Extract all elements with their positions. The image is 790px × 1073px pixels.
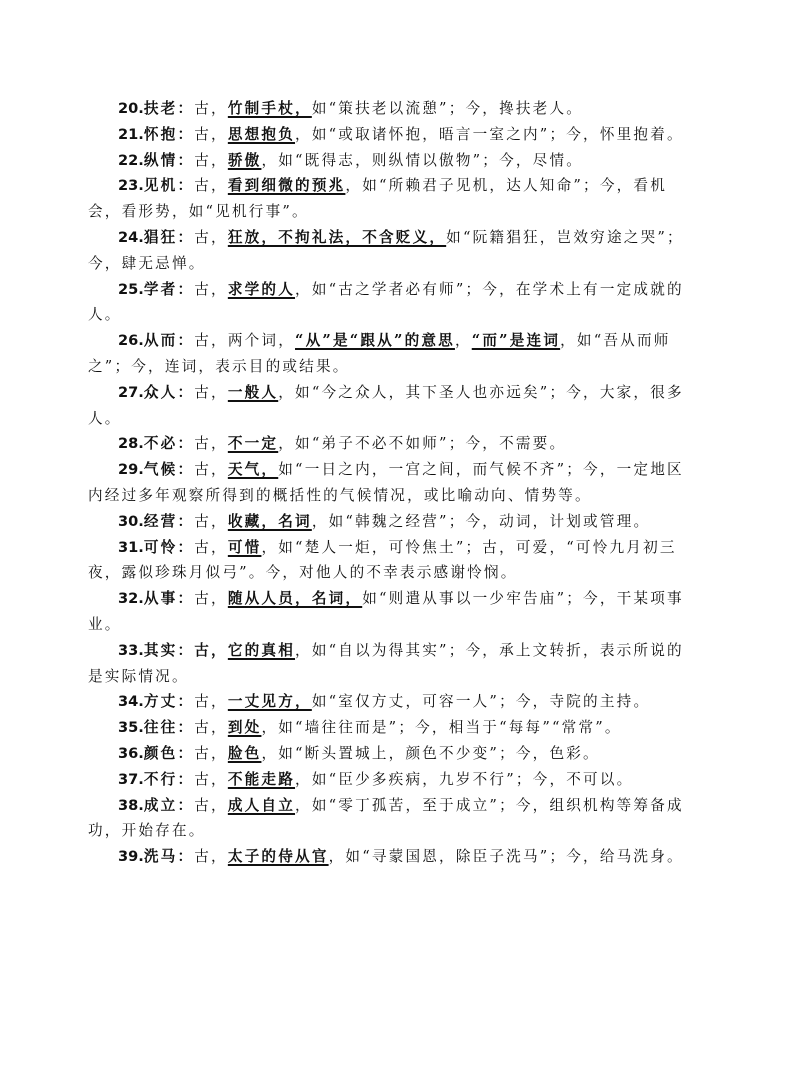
entry-term: 纵情：	[143, 151, 195, 169]
entry-text: 古，	[194, 228, 228, 246]
entry-term: 见机：	[143, 177, 195, 195]
entry-text: ，如“自以为得其实”；今，承上文转折，表示所说的是实际情况。	[88, 641, 684, 685]
entry-number: 38.	[118, 796, 144, 814]
entry-text: 如“一日之内，一宫之间，而气候不齐”；今，一定地区内经过多年观察所得到的概括性的气候情况，或比喻动向、情势等。	[88, 461, 684, 504]
entry-term: 学者：	[143, 280, 195, 298]
entry-text: 古，	[194, 796, 228, 814]
entry-item	[88, 122, 694, 148]
ancient-meaning-highlight: 看到细微的预兆	[227, 177, 346, 195]
entry-term: 从而：	[143, 332, 195, 350]
entry-text: 古，	[194, 848, 228, 866]
entry-number: 34.	[118, 693, 144, 711]
ancient-meaning-highlight: 骄傲	[227, 151, 262, 169]
ancient-meaning-highlight: 它的真相	[227, 641, 296, 659]
entry-text: ，如“吾从而师之”；今，连词，表示目的或结果。	[88, 332, 671, 375]
ancient-meaning-highlight: 求学的人	[227, 280, 296, 298]
entry-text: ，如“楚人一炬，可怜焦土”；古，可爱，“可怜九月初三夜，露似珍珠月似弓”。今，对他人的不幸表示感谢怜悯。	[88, 538, 677, 582]
entry-text: ，如“断头置城上，颜色不少变”；今，色彩。	[261, 744, 600, 762]
entry-text: 如“阮籍猖狂，岂效穷途之哭”；今，肆无忌惮。	[88, 228, 684, 272]
entry-number: 26.	[118, 332, 144, 350]
entry-text: ，如“今之众人，其下圣人也亦远矣”；今，大家，很多人。	[88, 383, 684, 427]
ancient-meaning-highlight: 一般人	[227, 383, 279, 401]
entry-text: 古，	[194, 125, 228, 143]
entry-item	[88, 509, 694, 535]
entry-item	[88, 741, 694, 767]
ancient-meaning-highlight: 脸色	[227, 744, 262, 762]
entry-item	[88, 457, 694, 509]
entry-item	[88, 793, 694, 845]
entry-number: 25.	[118, 280, 144, 298]
entry-item	[88, 715, 694, 741]
entry-text: ，如“或取诸怀抱，晤言一室之内”；今，怀里抱着。	[295, 125, 684, 143]
entry-term: 怀抱：	[143, 125, 195, 143]
entry-number: 21.	[118, 125, 144, 143]
entry-item	[88, 431, 694, 457]
entry-term: 猖狂：	[143, 228, 195, 246]
entry-text: 如“室仅方丈，可容一人”；今，寺院的主持。	[311, 693, 651, 711]
entry-number: 39.	[118, 848, 144, 866]
ancient-meaning-highlight: 狂放，不拘礼法，不含贬义，	[227, 228, 447, 246]
entry-text: 古，	[194, 461, 228, 479]
entry-number: 31.	[118, 538, 144, 556]
entry-text: 古，	[194, 383, 228, 401]
entry-text: ，如“古之学者必有师”；今，在学术上有一定成就的人。	[88, 280, 684, 324]
ancient-meaning-highlight: 成人自立	[227, 796, 296, 814]
entry-item	[88, 148, 694, 174]
entry-text: 古，	[194, 100, 228, 117]
ancient-meaning-highlight: 不一定	[227, 435, 279, 453]
entry-item	[88, 328, 694, 380]
entry-item	[88, 638, 694, 690]
entry-term: 洗马：	[143, 848, 195, 866]
entry-term: 成立：	[143, 796, 195, 814]
ancient-meaning-highlight: 随从人员，名词，	[227, 590, 363, 608]
entry-item	[88, 689, 694, 715]
entry-text: ，如“既得志，则纵情以傲物”；今，尽情。	[261, 151, 584, 169]
entry-term: 方丈：	[143, 693, 195, 711]
entry-text: 古，	[194, 590, 228, 608]
ancient-meaning-highlight: 天气，	[227, 461, 279, 479]
ancient-meaning-highlight: 可惜	[227, 538, 262, 556]
ancient-meaning-highlight: “从”是“跟从”的意思	[295, 332, 455, 350]
entry-text: 古，	[194, 719, 228, 737]
entry-text: 古，	[194, 151, 228, 169]
entry-term: 经营：	[143, 512, 195, 530]
entry-item	[88, 586, 694, 638]
entry-item	[88, 277, 694, 329]
ancient-meaning-highlight: 太子的侍从官	[227, 848, 329, 866]
entry-number: 23.	[118, 177, 144, 195]
entry-text: 古，	[194, 538, 228, 556]
ancient-meaning-highlight: 不能走路	[227, 770, 296, 788]
entry-number: 27.	[118, 383, 144, 401]
entry-text: 如“则遣从事以一少牢告庙”；今，干某项事业。	[88, 590, 684, 633]
entry-text: ，如“墙往往而是”；今，相当于“每每”“常常”。	[261, 719, 622, 737]
entry-item	[88, 767, 694, 793]
entry-number: 28.	[118, 435, 144, 453]
entry-text: 古，	[194, 770, 228, 788]
entry-term: 气候：	[143, 461, 195, 479]
ancient-meaning-highlight: “而”是连词	[471, 332, 561, 350]
entry-term: 从事：	[143, 590, 195, 608]
entry-item	[88, 535, 694, 587]
entry-text: 古，	[194, 435, 228, 453]
entry-term: 众人：	[143, 383, 195, 401]
entry-number: 30.	[118, 512, 144, 530]
entry-term: 其实：古，	[143, 641, 228, 659]
entry-text: ，	[454, 332, 472, 350]
entry-item	[88, 380, 694, 432]
ancient-meaning-highlight: 竹制手杖，	[227, 100, 312, 117]
entry-number: 24.	[118, 228, 144, 246]
entry-number: 36.	[118, 744, 144, 762]
entry-text: ，如“弟子不必不如师”；今，不需要。	[278, 435, 567, 453]
ancient-meaning-highlight: 思想抱负	[227, 125, 296, 143]
entry-text: 古，	[194, 280, 228, 298]
entry-term: 不行：	[143, 770, 195, 788]
entry-term: 往往：	[143, 719, 195, 737]
entry-item	[88, 844, 694, 870]
entry-text: ，如“零丁孤苦，至于成立”；今，组织机构等筹备成功，开始存在。	[88, 796, 684, 840]
entry-text: ，如“臣少多疾病，九岁不行”；今，不可以。	[295, 770, 634, 788]
ancient-meaning-highlight: 到处	[227, 719, 262, 737]
entry-number: 37.	[118, 770, 144, 788]
entry-text: ，如“所赖君子见机，达人知命”；今，看机会，看形势，如“见机行事”。	[88, 177, 668, 221]
entry-text: 古，	[194, 693, 228, 711]
entry-number: 29.	[118, 461, 144, 479]
entry-text: 古，	[194, 512, 228, 530]
entry-number: 32.	[118, 590, 144, 608]
entry-number: 22.	[118, 151, 144, 169]
ancient-meaning-highlight: 一丈见方，	[227, 693, 312, 711]
entry-term: 颜色：	[143, 744, 195, 762]
entry-item	[88, 225, 694, 277]
entry-list	[88, 96, 694, 870]
entry-term: 可怜：	[143, 538, 195, 556]
entry-item	[88, 96, 694, 122]
entry-text: 古，	[194, 744, 228, 762]
entry-text: 如“策扶老以流憩”；今，搀扶老人。	[311, 100, 584, 117]
entry-number: 20.	[118, 100, 144, 117]
entry-text: ，如“韩魏之经营”；今，动词，计划或管理。	[311, 512, 651, 530]
entry-term: 扶老：	[143, 100, 195, 117]
entry-number: 33.	[118, 641, 144, 659]
entry-text: 古，	[194, 177, 228, 195]
entry-text: ，如“寻蒙国恩，除臣子洗马”；今，给马洗身。	[328, 848, 684, 866]
entry-item	[88, 173, 694, 225]
ancient-meaning-highlight: 收藏，名词	[227, 512, 312, 530]
entry-number: 35.	[118, 719, 144, 737]
entry-term: 不必：	[143, 435, 195, 453]
entry-text: 古，两个词，	[194, 332, 296, 350]
